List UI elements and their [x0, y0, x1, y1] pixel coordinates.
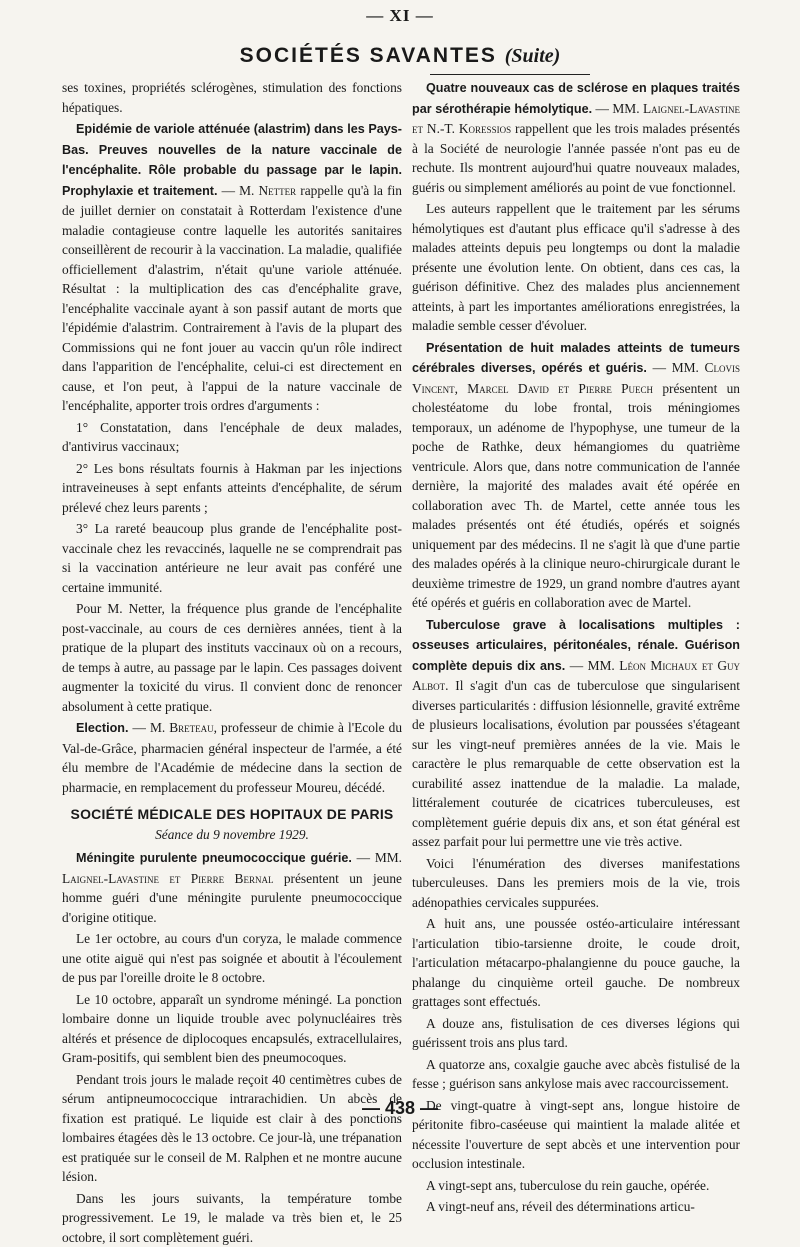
article-text: présentent un jeune homme guéri d'une méningite purulente pneumococcique d'origine otitique. [62, 871, 402, 925]
paragraph: A quatorze ans, coxalgie gauche avec abcès fistulisé de la fesse ; guérison sans ankylose mais avec raccourcissement. [412, 1055, 740, 1094]
left-column [62, 78, 402, 1088]
section-date: Séance du 9 novembre 1929. [62, 825, 402, 845]
paragraph: Dans les jours suivants, la température tombe progressivement. Le 19, le malade va très bien et, le 25 octobre, il sort complètement guéri. [62, 1189, 402, 1247]
article-text: , professeur de chimie à l'Ecole du Val-de-Grâce, pharmacien général inspecteur de l'armée, a été élu membre de l'Académie de médecine dans la section de pharmacie, en remplacement du professeur Moureu, décédé. [62, 720, 402, 795]
article-text: Il s'agit d'un cas de tuberculose que singularisent diverses particularités : diffusion lésionnelle, gravité extrême de plusieurs localisations, évolution par poussées s'étageant sur les vingt-neuf premières années de la vie. Mais le caractère le plus remarquable de cette observation est la curabilité assez inattendue de la maladie. La malade, littéralement couturée de cicatrices tuberculeuses, est complètement guérie depuis dix ans, et son état général est assez parfait pour lui permettre une vie très active. [412, 678, 740, 849]
list-item: 3° La rareté beaucoup plus grande de l'encéphalite post-vaccinale chez les revaccinés, laquelle ne se comprendrait pas si la vaccination antérieure ne leur avait pas conféré une certaine immunité. [62, 519, 402, 597]
page-number-top: — XI — [0, 6, 800, 26]
author: MM. Léon Michaux et Guy Albot. [412, 658, 740, 694]
article-title: Tuberculose grave à localisations multiples : osseuses articulaires, péritonéales, rénale. Guérison complète depuis dix ans. [412, 618, 740, 673]
author: MM. Laignel-Lavastine et Pierre Bernal [62, 850, 402, 886]
paragraph: Présentation de huit malades atteints de tumeurs cérébrales diverses, opérés et guéris. — MM. Clovis Vincent, Marcel David et Pierre Puech présentent un cholestéatome du lobe frontal, trois méningiomes temporaux, un adénome de l'hypophyse, une tumeur de la poche de Rathke, deux hémangiomes du quatrième ventricule. Alors que, dans notre communication de l'année dernière, la majorité des malades avait été opérée en collaboration avec Th. de Martel, cette année tous les malades présentés ont été étudiés, opérés et soignés uniquement par des médecins. Il ne s'agit là que d'une partie des malades opérés à la clinique neuro-chirurgicale durant le deuxième trimestre de 1929, un grand nombre d'autres ayant été opérés et guéris en collaboration avec de Martel. [412, 338, 740, 613]
article-title: Méningite purulente pneumococcique guérie. [76, 851, 352, 865]
paragraph: A vingt-sept ans, tuberculose du rein gauche, opérée. [412, 1176, 740, 1196]
paragraph: Méningite purulente pneumococcique guérie. — MM. Laignel-Lavastine et Pierre Bernal présentent un jeune homme guéri d'une méningite purulente pneumococcique d'origine otitique. [62, 848, 402, 927]
page-header [0, 44, 800, 68]
author: MM. Clovis Vincent, Marcel David et Pierre Puech [412, 360, 740, 396]
paragraph: Le 10 octobre, apparaît un syndrome méningé. La ponction lombaire donne un liquide trouble avec polynucléaires très altérés et présence de diplocoques encapsulés, extracellulaires, Gram-positifs, qui semblent bien des pneumocoques. [62, 990, 402, 1068]
paragraph: Voici l'énumération des diverses manifestations tuberculeuses. Dans les premiers mois de la vie, trois adénopathies cervicales suppurées. [412, 854, 740, 913]
paragraph: De vingt-quatre à vingt-sept ans, longue histoire de péritonite fibro-caséeuse qui maintient la malade alitée et nécessite l'ouverture de sept abcès et une intervention pour occlusion intestinale. [412, 1096, 740, 1174]
article-text: rappellent que les trois malades présentés à la Société de neurologie l'année passée n'ont pas eu de rechute. Ils montrent aujourd'hui quatre nouveaux malades, guéris ou simplement améliorés au point de vue fonctionnel. [412, 121, 740, 195]
article-text: rappelle qu'à la fin de juillet dernier on constatait à Rotterdam l'existence d'une maladie contagieuse contre laquelle les autorités sanitaires conseillèrent de recourir à la vaccination. La maladie, qualifiée officiellement d'alastrim, n'était qu'une variole atténuée. Résultat : la multiplication des cas d'encéphalite grave, l'encéphalite vaccinale ayant à son passif autant de morts que l'épidémie d'alastrim. Contrairement à l'avis de la plupart des Commissions qui ne font jouer au vaccin qu'un rôle indirect dans l'apparition de l'encéphalite, celui-ci est directement en cause, et l'on peut, à l'appui de la nature vaccinale de l'encéphalite, apporter trois ordres d'arguments : [62, 183, 402, 414]
author: M. Netter [239, 183, 296, 198]
paragraph: Tuberculose grave à localisations multiples : osseuses articulaires, péritonéales, rénale. Guérison complète depuis dix ans. — MM. Léon Michaux et Guy Albot. Il s'agit d'un cas de tuberculose que singularisent diverses particularités : diffusion lésionnelle, gravité extrême de plusieurs localisations, évolution par poussées s'étageant sur les vingt-neuf premières années de la vie. Mais le caractère le plus remarquable de cette observation est la curabilité assez inattendue de la maladie. La malade, littéralement couturée de cicatrices tuberculeuses, est complètement guérie depuis dix ans, et son état général est assez parfait pour lui permettre une vie très active. [412, 615, 740, 852]
article-title: Epidémie de variole atténuée (alastrim) dans les Pays-Bas. Preuves nouvelles de la nature vaccinale de l'encéphalite. Rôle probable du passage par le lapin. Prophylaxie et traitement. [62, 122, 402, 198]
author: MM. Laignel-Lavastine et N.-T. Koressios [412, 101, 740, 137]
paragraph: Les auteurs rappellent que le traitement par les sérums hémolytiques est d'autant plus efficace qu'il s'adresse à des malades atteints depuis peu longtemps ou dont la maladie présente une évolution lente. On obtient, dans ces cas, la guérison définitive. Chez des malades plus anciennement atteints, à part les importantes améliorations enregistrées, la maladie semble cesser d'évoluer. [412, 199, 740, 336]
paragraph: A douze ans, fistulisation de ces diverses légions qui guérissent trois ans plus tard. [412, 1014, 740, 1053]
list-item: 1° Constatation, dans l'encéphale de deux malades, d'antivirus vaccinaux; [62, 418, 402, 457]
article-title: Quatre nouveaux cas de sclérose en plaques traités par sérothérapie hémolytique. [412, 81, 740, 116]
header-rule [430, 74, 590, 75]
article-title: Présentation de huit malades atteints de tumeurs cérébrales diverses, opérés et guéris. [412, 341, 740, 376]
paragraph: Quatre nouveaux cas de sclérose en plaques traités par sérothérapie hémolytique. — MM. Laignel-Lavastine et N.-T. Koressios rappellent que les trois malades présentés à la Société de neurologie l'année passée n'ont pas eu de rechute. Ils montrent aujourd'hui quatre nouveaux malades, guéris ou simplement améliorés au point de vue fonctionnel. [412, 78, 740, 197]
paragraph: A vingt-neuf ans, réveil des déterminations articu- [412, 1197, 740, 1217]
header-title: SOCIÉTÉS SAVANTES [240, 44, 497, 67]
article-text: présentent un cholestéatome du lobe frontal, trois méningiomes temporaux, un adénome de l'hypophyse, une tumeur de la poche de Rathke, deux hémangiomes du quatrième ventricule. Alors que, dans notre communication de l'année dernière, la majorité des malades avait été opérée en collaboration avec Th. de Martel, cette année tous les malades présentés ont été étudiés, opérés et soignés uniquement par des médecins. Il ne s'agit là que d'une partie des malades opérés à la clinique neuro-chirurgicale durant le deuxième trimestre de 1929, un grand nombre d'autres ayant été opérés et guéris en collaboration avec de Martel. [412, 381, 740, 611]
paragraph: Pour M. Netter, la fréquence plus grande de l'encéphalite post-vaccinale, au cours de ces dernières années, tient à la pratique de la plupart des instituts vaccinaux où on a recours, de temps à autre, au passage par le lapin. Ces passages doivent augmenter la toxicité du virus. Il convient donc de renoncer absolument à cette pratique. [62, 599, 402, 716]
right-column [412, 78, 740, 1088]
author: M. Breteau [150, 720, 214, 735]
paragraph: Epidémie de variole atténuée (alastrim) dans les Pays-Bas. Preuves nouvelles de la nature vaccinale de l'encéphalite. Rôle probable du passage par le lapin. Prophylaxie et traitement. — M. Netter rappelle qu'à la fin de juillet dernier on constatait à Rotterdam l'existence d'une maladie contagieuse contre laquelle les autorités sanitaires conseillèrent de recourir à la vaccination. La maladie, qualifiée officiellement d'alastrim, n'était qu'une variole atténuée. Résultat : la multiplication des cas d'encéphalite grave, l'encéphalite vaccinale ayant à son passif autant de morts que l'épidémie d'alastrim. Contrairement à l'avis de la plupart des Commissions qui ne font jouer au vaccin qu'un rôle indirect dans l'apparition de l'encéphalite, celui-ci est directement en cause, et l'on peut, à l'appui de la nature vaccinale de l'encéphalite, apporter trois ordres d'arguments : [62, 119, 402, 416]
paragraph: Le 1er octobre, au cours d'un coryza, le malade commence une otite aiguë qui n'est pas soignée et aboutit à l'écoulement de pus par l'oreille droite le 8 octobre. [62, 929, 402, 988]
list-item: 2° Les bons résultats fournis à Hakman par les injections intraveineuses à sept enfants atteints d'encéphalite, de sérum prélevé chez leurs parents ; [62, 459, 402, 518]
paragraph: Election. — M. Breteau, professeur de chimie à l'Ecole du Val-de-Grâce, pharmacien général inspecteur de l'armée, a été élu membre de l'Académie de médecine dans la section de pharmacie, en remplacement du professeur Moureu, décédé. [62, 718, 402, 797]
section-title: SOCIÉTÉ MÉDICALE DES HOPITAUX DE PARIS [62, 805, 402, 825]
header-suite: (Suite) [505, 45, 561, 67]
paragraph: A huit ans, une poussée ostéo-articulaire intéressant l'articulation tibio-tarsienne droite, le coude droit, l'articulation métacarpo-phalangienne du pouce gauche, la phalange du cinquième orteil gauche. De nombreux grattages sont effectués. [412, 914, 740, 1012]
paragraph: Pendant trois jours le malade reçoit 40 centimètres cubes de sérum antipneumococcique intrarachidien. Un abcès de fixation est pratiqué. Le liquide est clair à des ponctions lombaires étagées dès le 13 octobre. Ce jour-là, une trépanation est pratiquée sur le conseil de M. Ralphen et ne montre aucune lésion. [62, 1070, 402, 1187]
paragraph: ses toxines, propriétés sclérogènes, stimulation des fonctions hépatiques. [62, 78, 402, 117]
page-number-bottom: — 438 — [0, 1098, 800, 1119]
article-title: Election. [76, 721, 128, 735]
